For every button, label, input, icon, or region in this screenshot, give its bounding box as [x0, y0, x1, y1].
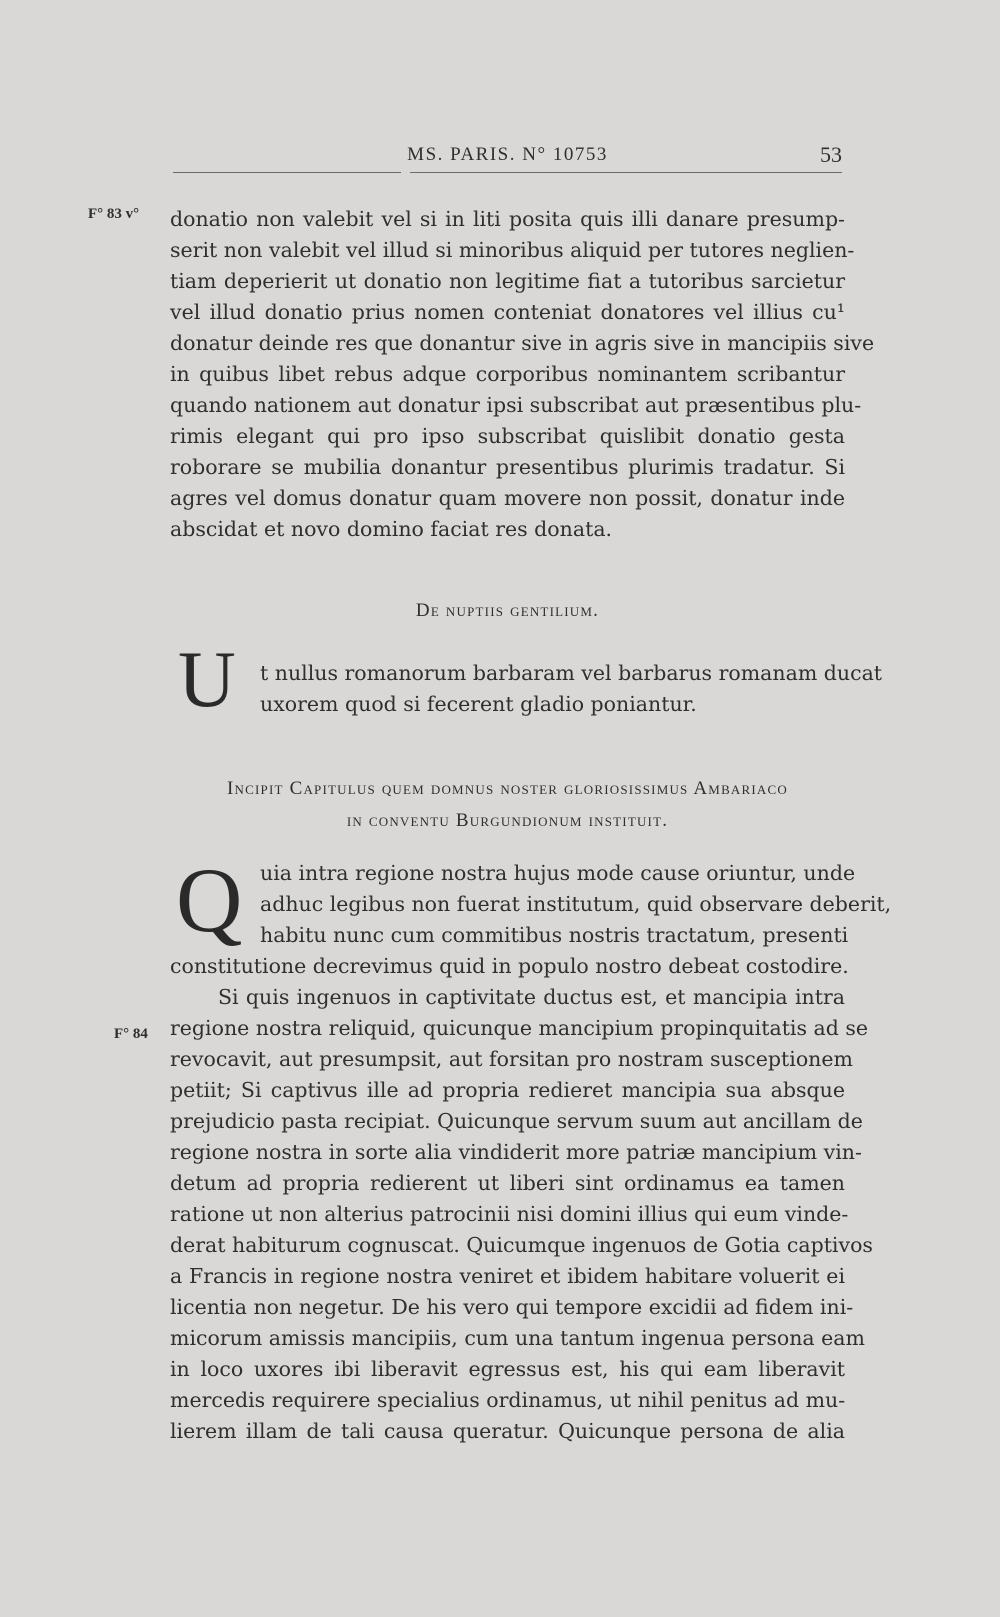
header-rule-right — [410, 172, 842, 173]
drop-cap-q: Q — [176, 849, 243, 951]
text-line: detum ad propria redierent ut liberi sint ordinamus ea tamen — [170, 1171, 845, 1195]
paragraph-nuptiis — [260, 658, 883, 720]
text-line: roborare se mubilia donantur presentibus plurimis tradatur. Si — [170, 455, 845, 479]
text-line: agres vel domus donatur quam movere non possit, donatur inde — [170, 486, 845, 510]
folio-note-84: F° 84 — [114, 1026, 148, 1042]
text-line: rimis elegant qui pro ipso subscribat quislibit donatio gesta — [170, 424, 845, 448]
text-line: regione nostra in sorte alia vindiderit more patriæ mancipium vin- — [170, 1140, 862, 1164]
paragraph-si-quis — [170, 982, 873, 1447]
running-header — [173, 140, 842, 170]
text-line: t nullus romanorum barbaram vel barbarus romanam ducat — [260, 661, 883, 685]
section-heading-capitulus-line1: Incipit Capitulus quem domnus noster gloriosissimus Ambariaco — [227, 778, 788, 799]
text-line: revocavit, aut presumpsit, aut forsitan pro nostram susceptionem — [170, 1047, 853, 1071]
text-line: quando nationem aut donatur ipsi subscribat aut præsentibus plu- — [170, 393, 862, 417]
text-line: prejudicio pasta recipiat. Quicunque servum suum aut ancillam de — [170, 1109, 863, 1133]
text-line: donatio non valebit vel si in liti posita quis illi danare presump- — [170, 207, 845, 231]
page-number: 53 — [820, 142, 842, 167]
section-heading-capitulus-line2: in conventu Burgundionum instituit. — [346, 810, 669, 831]
header-rule-left — [173, 172, 401, 173]
text-line: in loco uxores ibi liberavit egressus est, his qui eam liberavit — [170, 1357, 845, 1381]
text-line: lierem illam de tali causa queratur. Quicunque persona de alia — [170, 1419, 845, 1443]
text-line: tiam deperierit ut donatio non legitime fiat a tutoribus sarcietur — [170, 269, 845, 293]
text-line: Si quis ingenuos in captivitate ductus est, et mancipia intra — [218, 985, 845, 1009]
text-line: vel illud donatio prius nomen conteniat donatores vel illius cu¹ — [170, 300, 845, 324]
folio-note-83v: F° 83 v° — [88, 206, 140, 222]
drop-cap-u: U — [178, 636, 236, 724]
section-heading-nuptiis: De nuptiis gentilium. — [415, 600, 600, 621]
paragraph-quia — [170, 858, 892, 982]
paragraph-donatio — [170, 204, 875, 545]
text-line: constitutione decrevimus quid in populo nostro debeat costodire. — [170, 954, 849, 978]
text-line: abscidat et novo domino faciat res donata. — [170, 517, 613, 541]
text-line: adhuc legibus non fuerat institutum, quid observare deberit, — [260, 892, 892, 916]
text-line: regione nostra reliquid, quicunque mancipium propinquitatis ad se — [170, 1016, 869, 1040]
text-line: serit non valebit vel illud si minoribus aliquid per tutores neglien- — [170, 238, 855, 262]
text-line: petiit; Si captivus ille ad propria redieret mancipia sua absque — [170, 1078, 845, 1102]
text-line: donatur deinde res que donantur sive in agris sive in mancipiis sive — [170, 331, 875, 355]
text-line: mercedis requirere specialius ordinamus, ut nihil penitus ad mu- — [170, 1388, 846, 1412]
running-title: MS. PARIS. N° 10753 — [407, 144, 608, 165]
text-line: uxorem quod si fecerent gladio poniantur. — [260, 692, 697, 716]
text-line: licentia non negetur. De his vero qui tempore excidii ad fidem ini- — [170, 1295, 854, 1319]
text-line: derat habiturum cognuscat. Quicumque ingenuos de Gotia captivos — [170, 1233, 873, 1257]
text-line: in quibus libet rebus adque corporibus nominantem scribantur — [170, 362, 845, 386]
text-line: ratione ut non alterius patrocinii nisi domini illius qui eum vinde- — [170, 1202, 849, 1226]
text-line: a Francis in regione nostra veniret et ibidem habitare voluerit ei — [170, 1264, 845, 1288]
text-line: micorum amissis mancipiis, cum una tantum ingenua persona eam — [170, 1326, 865, 1350]
text-line: habitu nunc cum commitibus nostris tractatum, presenti — [260, 923, 849, 947]
text-line: uia intra regione nostra hujus mode cause oriuntur, unde — [260, 861, 856, 885]
